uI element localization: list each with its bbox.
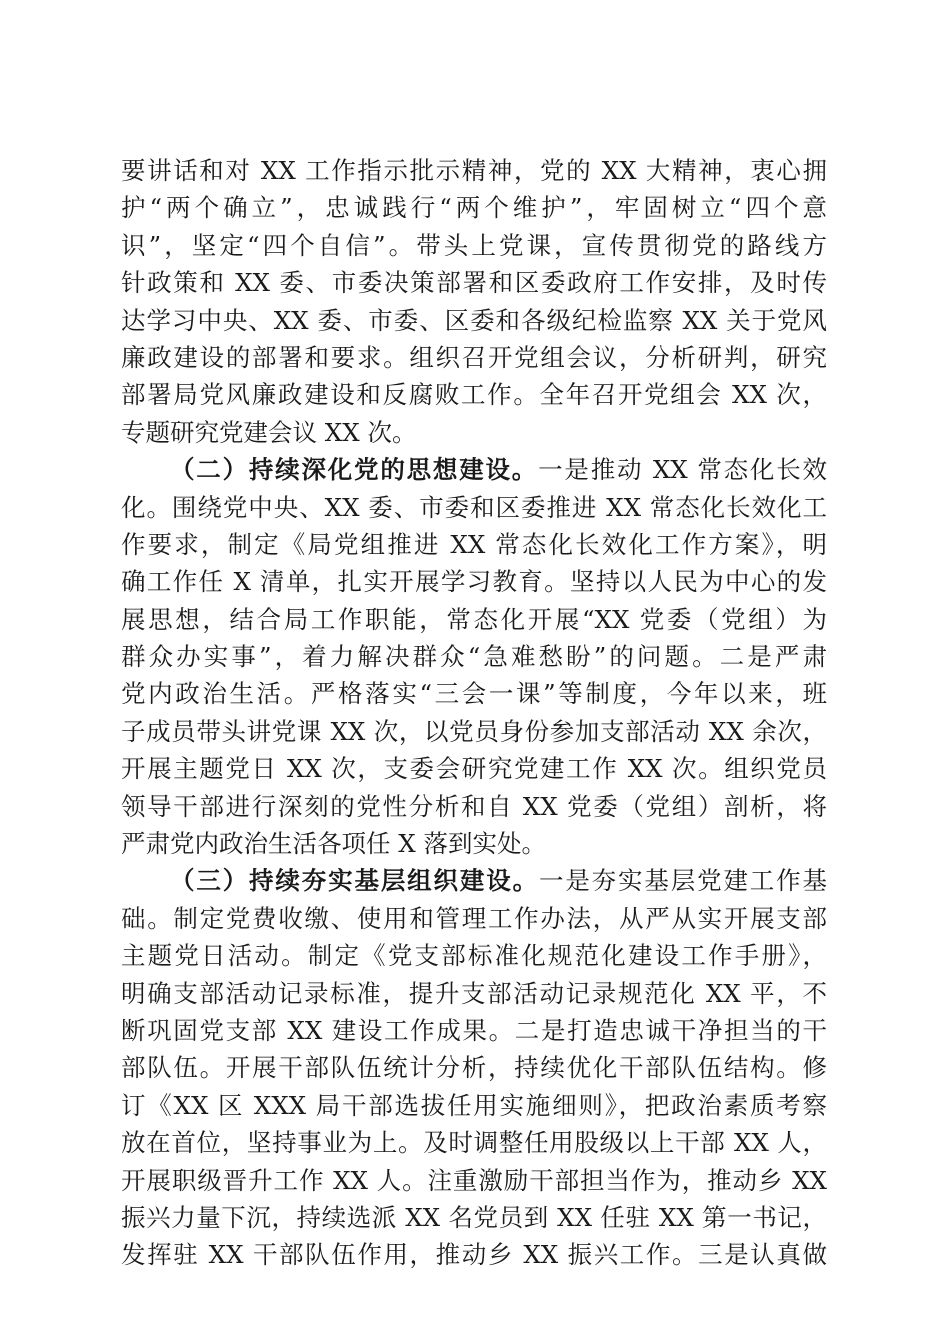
- text-line: 群众办实事”，着力解决群众“急难愁盼”的问题。二是严肃: [121, 642, 827, 672]
- text-line: 廉政建设的部署和要求。组织召开党组会议，分析研判，研究: [121, 342, 827, 372]
- text-line: 作要求，制定《局党组推进 XX 常态化长效化工作方案》，明: [121, 529, 827, 559]
- text-line: [121, 862, 827, 899]
- text-line: 主题党日活动。制定《党支部标准化规范化建设工作手册》，: [121, 941, 827, 971]
- text-line: 达学习中央、XX 委、市委、区委和各级纪检监察 XX 关于党风: [121, 305, 827, 335]
- text-line: 领导干部进行深刻的党性分析和自 XX 党委（党组）剖析，将: [121, 791, 827, 821]
- section-heading: （二）持续深化党的思想建设。: [170, 455, 539, 485]
- text-line: 订《XX 区 XXX 局干部选拔任用实施细则》，把政治素质考察: [121, 1090, 827, 1120]
- text-line: 要讲话和对 XX 工作指示批示精神，党的 XX 大精神，衷心拥: [121, 156, 827, 185]
- text-line: 部队伍。开展干部队伍统计分析，持续优化干部队伍结构。修: [121, 1053, 827, 1083]
- text-line: 开展主题党日 XX 次，支委会研究党建工作 XX 次。组织党员: [121, 754, 827, 784]
- paragraph-3: [121, 862, 827, 1273]
- text-line: 确工作任 X 清单，扎实开展学习教育。坚持以人民为中心的发: [121, 567, 827, 597]
- document-body: [121, 152, 827, 1274]
- text-line: 专题研究党建会议 XX 次。: [121, 417, 417, 447]
- text-run: 一是推动 XX 常态化长效: [538, 455, 827, 485]
- text-line: 识”，坚定“四个自信”。带头上党课，宣传贯彻党的路线方: [121, 230, 827, 260]
- text-line: 断巩固党支部 XX 建设工作成果。二是打造忠诚干净担当的干: [121, 1015, 827, 1045]
- text-line: 部署局党风廉政建设和反腐败工作。全年召开党组会 XX 次，: [121, 380, 827, 410]
- section-heading: （三）持续夯实基层组织建设。: [170, 866, 539, 896]
- paragraph-2: [121, 451, 827, 862]
- text-line: 发挥驻 XX 干部队伍作用，推动乡 XX 振兴工作。三是认真做: [121, 1240, 827, 1270]
- text-line: 针政策和 XX 委、市委决策部署和区委政府工作安排，及时传: [121, 268, 827, 298]
- text-line: 础。制定党费收缴、使用和管理工作办法，从严从实开展支部: [121, 903, 827, 933]
- text-line: 明确支部活动记录标准，提升支部活动记录规范化 XX 平，不: [121, 978, 827, 1008]
- text-line: 开展职级晋升工作 XX 人。注重激励干部担当作为，推动乡 XX: [121, 1165, 827, 1195]
- paragraph-1: [121, 152, 827, 451]
- text-line: [121, 451, 827, 488]
- text-line: 振兴力量下沉，持续选派 XX 名党员到 XX 任驻 XX 第一书记，: [121, 1202, 827, 1232]
- text-line: 化。围绕党中央、XX 委、市委和区委推进 XX 常态化长效化工: [121, 492, 827, 522]
- text-run: 一是夯实基层党建工作基: [538, 866, 828, 896]
- text-line: 严肃党内政治生活各项任 X 落到实处。: [121, 829, 547, 859]
- text-line: 子成员带头讲党课 XX 次，以党员身份参加支部活动 XX 余次，: [121, 716, 827, 746]
- text-line: 放在首位，坚持事业为上。及时调整任用股级以上干部 XX 人，: [121, 1128, 827, 1158]
- text-line: 护“两个确立”，忠诚践行“两个维护”，牢固树立“四个意: [121, 193, 827, 223]
- text-line: 展思想，结合局工作职能，常态化开展“XX 党委（党组）为: [121, 604, 827, 634]
- text-line: 党内政治生活。严格落实“三会一课”等制度，今年以来，班: [121, 679, 827, 709]
